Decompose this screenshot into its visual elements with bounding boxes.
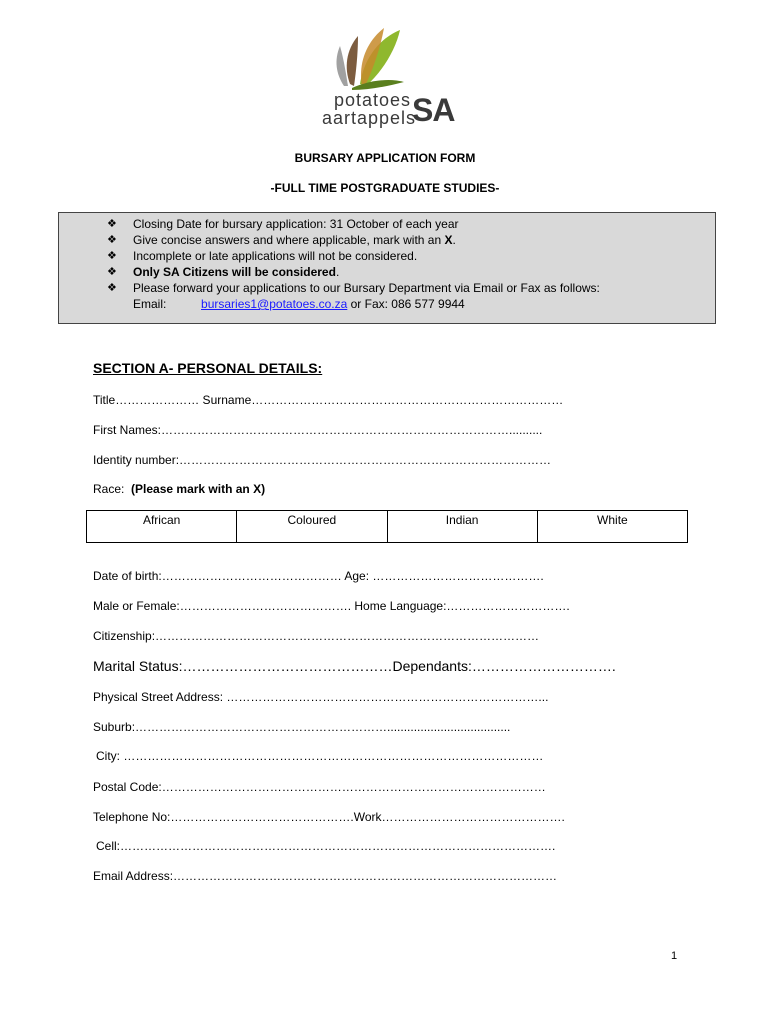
form-subtitle: -FULL TIME POSTGRADUATE STUDIES-: [270, 181, 500, 195]
notice-item: ❖ Give concise answers and where applicable, mark with an X.: [107, 233, 456, 247]
marital-dependants-field[interactable]: Marital Status:………………………………………Dependants:………………………….: [93, 658, 616, 674]
title-surname-field[interactable]: Title………………… Surname……………………………………………………………………: [93, 393, 564, 407]
postal-code-field[interactable]: Postal Code:……………………………………………………………………………………: [93, 780, 546, 794]
street-address-field[interactable]: Physical Street Address: ……………………………………………………………………...: [93, 690, 549, 704]
telephone-work-field[interactable]: Telephone No:……………………………………….Work……………………………………….: [93, 810, 565, 824]
suburb-field[interactable]: Suburb:……………………………………………………….....................................: [93, 720, 511, 734]
race-option-white[interactable]: White: [537, 511, 687, 543]
notice-item: ❖ Incomplete or late applications will not be considered.: [107, 249, 418, 263]
leaf-icon: [300, 28, 470, 98]
page-number: 1: [671, 950, 678, 962]
race-option-african[interactable]: African: [87, 511, 237, 543]
bursary-email-link[interactable]: bursaries1@potatoes.co.za: [201, 297, 348, 311]
diamond-bullet-icon: ❖: [107, 234, 117, 246]
instructions-box: [58, 212, 716, 324]
form-title: BURSARY APPLICATION FORM: [294, 151, 476, 165]
gender-language-field[interactable]: Male or Female:……………………………………. Home Language:………………………….: [93, 599, 570, 613]
notice-item: ❖ Only SA Citizens will be considered.: [107, 265, 340, 279]
dob-age-field[interactable]: Date of birth:……………………………………… Age: …………………………………….: [93, 569, 544, 583]
identity-number-field[interactable]: Identity number:…………………………………………………………………………………: [93, 453, 552, 467]
logo-text-aartappels: aartappels: [322, 108, 417, 128]
citizenship-field[interactable]: Citizenship:……………………………………………………………………………………: [93, 629, 540, 643]
diamond-bullet-icon: ❖: [107, 218, 117, 230]
section-a-title: SECTION A- PERSONAL DETAILS:: [93, 360, 323, 376]
email-address-field[interactable]: Email Address:……………………………………………………………………………………: [93, 869, 558, 883]
race-option-indian[interactable]: Indian: [387, 511, 537, 543]
race-options-table: [86, 510, 688, 543]
logo-text-sa: SA: [412, 92, 455, 128]
diamond-bullet-icon: ❖: [107, 266, 117, 278]
diamond-bullet-icon: ❖: [107, 250, 117, 262]
diamond-bullet-icon: ❖: [107, 282, 117, 294]
cell-field[interactable]: Cell:……………………………………………………………………………………………….: [96, 839, 556, 853]
notice-email-line: Email: bursaries1@potatoes.co.za or Fax: 086 577 9944: [133, 297, 465, 311]
race-option-coloured[interactable]: Coloured: [237, 511, 387, 543]
logo-text-potatoes: potatoes: [334, 90, 412, 110]
potatoes-sa-logo: [300, 28, 470, 128]
race-label-line: Race: (Please mark with an X): [93, 482, 266, 496]
first-names-field[interactable]: First Names:……………………………………………………………………………..........: [93, 423, 543, 437]
notice-item: ❖ Please forward your applications to our Bursary Department via Email or Fax as follows:: [107, 281, 600, 295]
notice-item: ❖ Closing Date for bursary application: 31 October of each year: [107, 217, 459, 231]
city-field[interactable]: City: ……………………………………………………………………………………………: [96, 749, 544, 763]
